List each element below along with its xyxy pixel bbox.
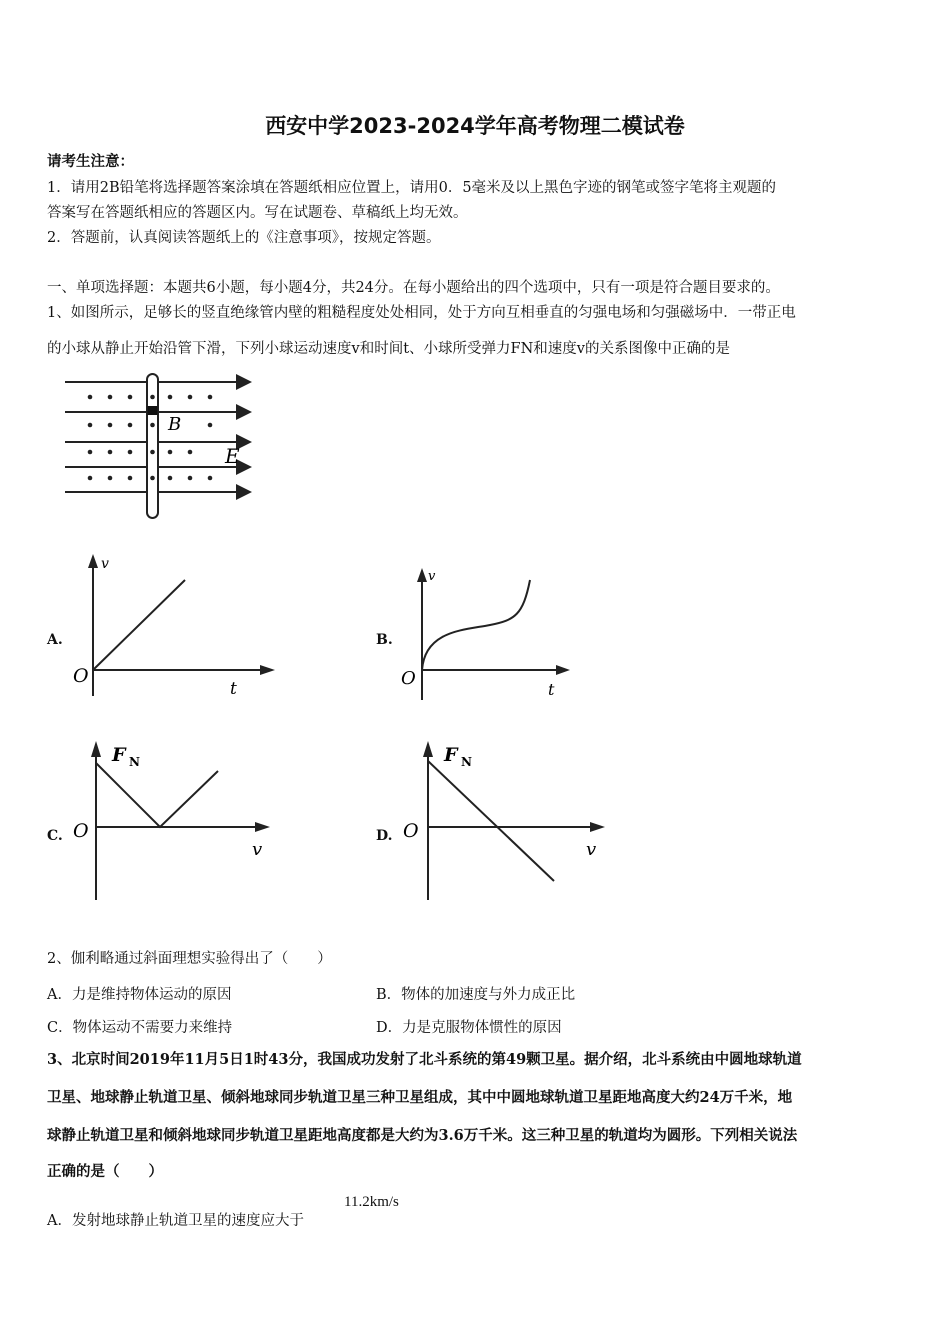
q3-option-a-value: 11.2km/s: [344, 1194, 399, 1210]
velocity-line: [93, 580, 185, 670]
option-b-label[interactable]: B.: [376, 632, 393, 648]
option-a-graph: [65, 548, 285, 703]
x-axis-label: t: [548, 680, 555, 699]
q3-stem-line-1: 3、北京时间2019年11月5日1时43分，我国成功发射了北斗系统的第49颗卫星。据介绍，北斗系统由中圆地球轨道: [47, 1051, 802, 1068]
q3-stem-line-4: 正确的是（ ）: [47, 1163, 163, 1180]
q1-stem-line-1: 1、如图所示，足够长的竖直绝缘管内壁的粗糙程度处处相同，处于方向互相垂直的匀强电场和匀强磁场中．一带正电: [47, 305, 796, 321]
y-axis-label: v: [101, 556, 109, 572]
y-axis-label: v: [428, 569, 436, 584]
q2-option-c[interactable]: C．物体运动不需要力来维持: [47, 1020, 233, 1036]
page-title: 西安中学2023-2024学年高考物理二模试卷: [265, 114, 685, 138]
option-c-label[interactable]: C.: [47, 828, 63, 844]
q2-option-a[interactable]: A．力是维持物体运动的原因: [47, 987, 232, 1003]
notice-heading: 请考生注意：: [47, 153, 134, 170]
option-d-label[interactable]: D.: [376, 828, 393, 844]
option-c-graph: [68, 735, 283, 903]
origin-label: O: [73, 820, 89, 842]
normal-force-line: [96, 763, 218, 827]
y-axis-label: F: [112, 744, 126, 766]
x-axis-label: v: [586, 839, 597, 860]
q2-option-b[interactable]: B．物体的加速度与外力成正比: [376, 987, 576, 1003]
q1-stem-line-2: 的小球从静止开始沿管下滑，下列小球运动速度v和时间t、小球所受弹力FN和速度v的关系图像中正确的是: [47, 341, 730, 357]
q2-stem: 2、伽利略通过斜面理想实验得出了（ ）: [47, 951, 332, 967]
velocity-curve: [422, 580, 530, 670]
notice-item-1-line-1: 1．请用2B铅笔将选择题答案涂填在答题纸相应位置上，请用0．5毫米及以上黑色字迹的钢笔或签字笔将主观题的: [47, 180, 777, 196]
q3-stem-line-3: 球静止轨道卫星和倾斜地球同步轨道卫星距地高度都是大约为3.6万千米。这三种卫星的轨道均为圆形。下列相关说法: [47, 1127, 798, 1144]
b-field-label: B: [168, 414, 182, 435]
option-b-graph: [395, 560, 585, 705]
normal-force-line: [428, 761, 554, 881]
q3-stem-line-2: 卫星、地球静止轨道卫星、倾斜地球同步轨道卫星三种卫星组成，其中中圆地球轨道卫星距地高度大约24万千米，地: [47, 1089, 793, 1106]
field-diagram: [60, 370, 265, 525]
option-a-label[interactable]: A.: [47, 632, 63, 648]
x-axis-label: t: [230, 679, 237, 699]
section-heading: 一、单项选择题：本题共6小题，每小题4分，共24分。在每小题给出的四个选项中，只有一项是符合题目要求的。: [47, 280, 780, 296]
e-field-label: E: [225, 444, 240, 468]
y-axis-subscript: N: [129, 755, 140, 769]
charged-ball: [148, 406, 158, 415]
option-d-graph: [398, 735, 613, 903]
y-axis-subscript: N: [461, 755, 472, 769]
origin-label: O: [403, 820, 419, 842]
origin-label: O: [73, 665, 89, 687]
q3-option-a[interactable]: A．发射地球静止轨道卫星的速度应大于: [47, 1213, 304, 1229]
notice-item-2: 2．答题前，认真阅读答题纸上的《注意事项》，按规定答题。: [47, 230, 441, 246]
origin-label: O: [401, 668, 416, 689]
notice-item-1-line-2: 答案写在答题纸相应的答题区内。写在试题卷、草稿纸上均无效。: [47, 205, 468, 221]
x-axis-label: v: [252, 839, 263, 860]
y-axis-label: F: [444, 744, 458, 766]
q2-option-d[interactable]: D．力是克服物体惯性的原因: [376, 1020, 562, 1036]
